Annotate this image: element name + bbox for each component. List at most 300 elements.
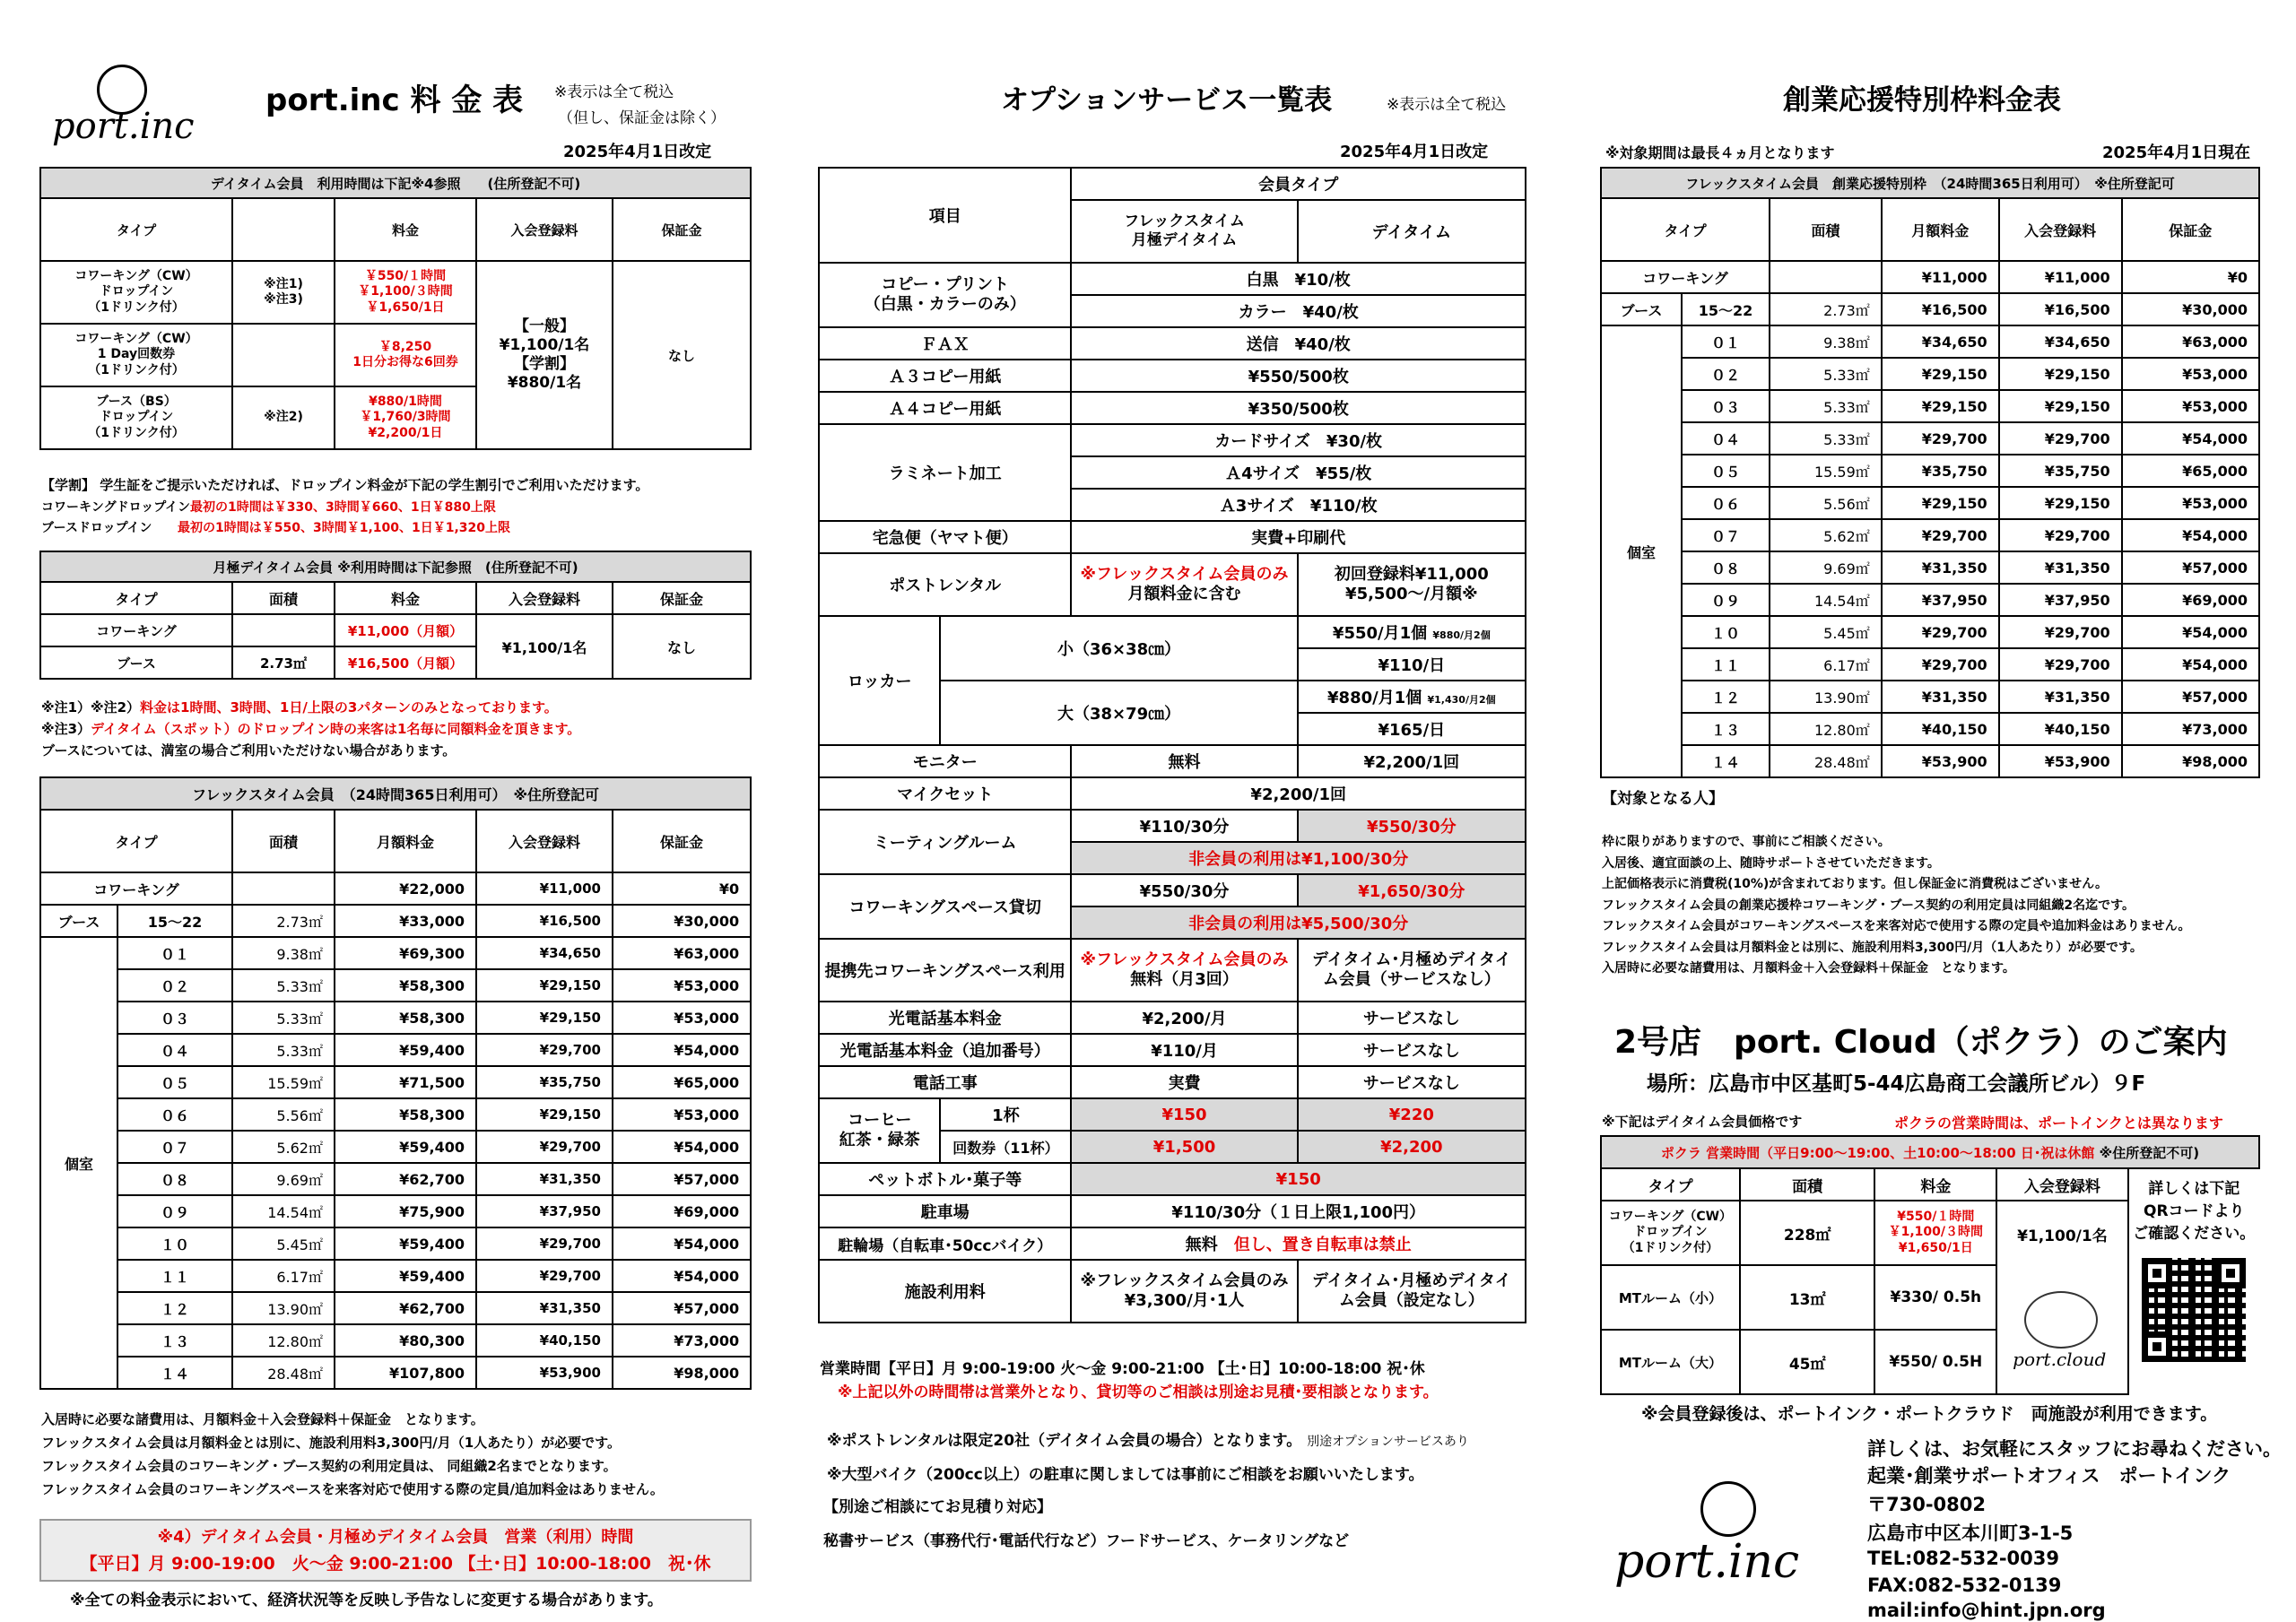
footer-logo-text: port.inc (1614, 1535, 1800, 1589)
a4-label: Ａ４コピー用紙 (819, 392, 1071, 424)
col-deposit: 保証金 (2122, 198, 2259, 261)
room-deposit: ¥54,000 (613, 1034, 751, 1066)
room-area: 5.33㎡ (232, 1034, 335, 1066)
room-area: 15.59㎡ (1770, 455, 1882, 487)
room-row (40, 1098, 751, 1131)
special-note: フレックスタイム会員は月額料金とは別に、施設利用料3,300円/月（1人あたり）が必要です。 (1602, 940, 2143, 955)
flex-booth-fee: ¥16,500 (476, 905, 613, 937)
room-area: 5.33㎡ (232, 969, 335, 1002)
qr-finder (2142, 1331, 2172, 1362)
locker-large-month (1298, 681, 1526, 713)
room-fee: ¥40,150 (1999, 713, 2122, 745)
monthly-cw-type: コワーキング (40, 614, 232, 646)
room-row (40, 1292, 751, 1324)
room-number: ０４ (117, 1034, 232, 1066)
company-name: 起業･創業サポートオフィス ポートインク (1867, 1465, 2231, 1487)
locker-small-month-1: ¥550/月1個 (1332, 624, 1428, 643)
room-area: 5.62㎡ (232, 1131, 335, 1163)
flex-cw-area (232, 872, 335, 905)
facility-day: デイタイム･月極めデイタイ ム会員（設定なし） (1298, 1260, 1526, 1323)
room-fee: ¥29,150 (1999, 358, 2122, 390)
locker-large: 大（38×79㎝） (940, 681, 1297, 745)
room-area: 15.59㎡ (232, 1066, 335, 1098)
special-period: ※対象期間は最長４ヵ月となります (1605, 144, 1835, 161)
col-item: 項目 (819, 168, 1071, 263)
coffee-label: コーヒー 紅茶・緑茶 (819, 1098, 940, 1163)
flex-cw-label: コワーキング (40, 872, 232, 905)
col-fee: 入会登録料 (476, 198, 613, 261)
consult-note: 【別途ご相談にてお見積り対応】 (823, 1498, 1052, 1516)
room-deposit: ¥57,000 (613, 1163, 751, 1195)
monthly-booth-type: ブース (40, 646, 232, 679)
store-header-red: ポクラ 営業時間（平日9:00～19:00、土10:00～18:00 日･祝は休館 (1660, 1144, 2095, 1161)
special-note: 入居後、適宜面談の上、随時サポートさせていただきます。 (1602, 855, 1940, 871)
partner-label: 提携先コワーキングスペース利用 (819, 939, 1071, 1002)
col-day: デイタイム (1298, 200, 1526, 263)
room-row (40, 969, 751, 1002)
cwrent-flex: ¥550/30分 (1071, 874, 1297, 906)
special-note: 入居時に必要な諸費用は、月額料金＋入会登録料＋保証金 となります。 (1602, 961, 2015, 976)
room-row (40, 1002, 751, 1034)
copy-label: コピー・プリント （白黒・カラーのみ） (819, 263, 1071, 327)
locker-label: ロッカー (819, 616, 940, 745)
room-number: １１ (117, 1260, 232, 1292)
locker-small-month-2: ¥880/月2個 (1432, 629, 1491, 641)
room-deposit: ¥57,000 (613, 1292, 751, 1324)
a4-price: ¥350/500枚 (1071, 392, 1526, 424)
logo-text: port.inc (52, 106, 195, 147)
meeting-non: 非会員の利用は¥1,100/30分 (1071, 842, 1526, 874)
room-row (1601, 325, 2259, 358)
flex-booth-area: 2.73㎡ (232, 905, 335, 937)
special-booth-num: 15～22 (1682, 293, 1770, 325)
partner-day: デイタイム･月極めデイタイ ム会員（サービスなし） (1298, 939, 1526, 1002)
room-fee: ¥53,900 (476, 1357, 613, 1389)
student-bs-label: ブースドロップイン (41, 521, 152, 535)
cw-dropin-price: ￥550/１時間 ￥1,100/３時間 ￥1,650/1日 (335, 261, 476, 324)
monthly-deposit: なし (613, 614, 751, 679)
locker-large-month-2: ¥1,430/月2個 (1427, 694, 1496, 706)
special-note: フレックスタイム会員がコワーキングスペースを来客対応で使用する際の定員や追加料金はありません。 (1602, 919, 2191, 933)
room-number: ０９ (1682, 584, 1770, 616)
room-deposit: ¥65,000 (613, 1066, 751, 1098)
room-area: 28.48㎡ (1770, 745, 1882, 777)
room-monthly: ¥29,700 (1882, 616, 1999, 648)
room-deposit: ¥57,000 (2122, 681, 2259, 713)
room-row (1601, 681, 2259, 713)
room-area: 6.17㎡ (232, 1260, 335, 1292)
post-day: 初回登録料¥11,000 ¥5,500～/月額※ (1298, 553, 1526, 616)
room-fee: ¥31,350 (1999, 551, 2122, 584)
store-qr-text: 詳しくは下記 QRコードより ご確認ください。 (2133, 1180, 2256, 1243)
store-mt-l-price: ¥550/ 0.5H (1874, 1330, 1996, 1394)
col-price: 料金 (335, 582, 476, 614)
room-area: 14.54㎡ (232, 1195, 335, 1227)
room-row (40, 1260, 751, 1292)
special-cw-fee: ¥11,000 (1999, 261, 2122, 293)
fax-label: ＦＡＸ (819, 327, 1071, 360)
room-monthly: ¥29,150 (1882, 358, 1999, 390)
cwrent-non: 非会員の利用は¥5,500/30分 (1071, 906, 1526, 939)
room-number: ０１ (1682, 325, 1770, 358)
room-area: 5.56㎡ (1770, 487, 1882, 519)
consult-items: 秘書サービス（事務代行･電話代行など）フードサービス、ケータリングなど (823, 1532, 1350, 1550)
col-fee: 入会登録料 (476, 582, 613, 614)
room-deposit: ¥54,000 (613, 1227, 751, 1260)
partner-flex-red: ※フレックスタイム会員のみ (1080, 950, 1289, 969)
special-booth-monthly: ¥16,500 (1882, 293, 1999, 325)
col-deposit: 保証金 (613, 810, 751, 872)
booth-dropin-price: ¥880/1時間 ￥1,760/3時間 ¥2,200/1日 (335, 386, 476, 449)
store-qr-cell (2128, 1168, 2259, 1394)
room-fee: ¥31,350 (1999, 681, 2122, 713)
takkyu-price: 実費+印刷代 (1071, 521, 1526, 553)
special-note: 上記価格表示に消費税(10%)が含まれております。但し保証金に消費税はございません。 (1602, 877, 2109, 891)
room-monthly: ¥59,400 (335, 1034, 476, 1066)
mail-link[interactable]: mail:info@hint.jpn.org (1867, 1600, 2106, 1621)
room-fee: ¥37,950 (476, 1195, 613, 1227)
room-monthly: ¥80,300 (335, 1324, 476, 1357)
fax: FAX:082-532-0139 (1867, 1574, 2062, 1596)
room-deposit: ¥98,000 (613, 1357, 751, 1389)
tel-day: サービスなし (1298, 1002, 1526, 1034)
bottom-note: フレックスタイム会員のコワーキング・ブース契約の利用定員は、 同組織2名までとなります。 (41, 1458, 617, 1474)
room-deposit: ¥63,000 (613, 937, 751, 969)
post-note (827, 1427, 1469, 1450)
flex-cw-monthly: ¥22,000 (335, 872, 476, 905)
room-deposit: ¥53,000 (2122, 358, 2259, 390)
hours-text: 【平日】月 9:00-19:00 火～金 9:00-21:00 【土･日】10:00-18:00 祝･休 (80, 1554, 711, 1574)
port-cloud-logo-icon (2006, 1291, 2112, 1381)
options-table (818, 167, 1526, 1323)
tel[interactable]: TEL:082-532-0039 (1867, 1548, 2059, 1569)
room-fee: ¥29,700 (1999, 519, 2122, 551)
monthly-booth-price: ¥16,500（月額） (335, 646, 476, 679)
col-area: 面積 (1770, 198, 1882, 261)
room-row (40, 1131, 751, 1163)
room-monthly: ¥29,700 (1882, 519, 1999, 551)
store-header (1601, 1136, 2259, 1168)
room-monthly: ¥59,400 (335, 1131, 476, 1163)
room-number: １４ (117, 1357, 232, 1389)
room-deposit: ¥73,000 (2122, 713, 2259, 745)
options-tax-note: ※表示は全て税込 (1387, 96, 1507, 114)
room-area: 5.62㎡ (1770, 519, 1882, 551)
room-monthly: ¥37,950 (1882, 584, 1999, 616)
post-flex-red: ※フレックスタイム会員のみ (1080, 564, 1289, 584)
room-row (40, 1227, 751, 1260)
store-cw-area: 228㎡ (1740, 1201, 1875, 1265)
special-cw-label: コワーキング (1601, 261, 1770, 293)
room-monthly: ¥107,800 (335, 1357, 476, 1389)
room-monthly: ¥34,650 (1882, 325, 1999, 358)
special-rooms (1601, 325, 2259, 777)
room-fee: ¥29,700 (1999, 648, 2122, 681)
daytime-fee: 【一般】 ¥1,100/1名 【学割】 ¥880/1名 (476, 261, 613, 449)
room-row (1601, 487, 2259, 519)
flex-booth-monthly: ¥33,000 (335, 905, 476, 937)
room-monthly: ¥58,300 (335, 969, 476, 1002)
tel2-label: 光電話基本料金（追加番号） (819, 1034, 1071, 1066)
lami-card: カードサイズ ¥30/枚 (1071, 424, 1526, 456)
special-cw-monthly: ¥11,000 (1882, 261, 1999, 293)
room-monthly: ¥58,300 (335, 1002, 476, 1034)
room-number: ０５ (117, 1066, 232, 1098)
address: 広島市中区本川町3-1-5 (1867, 1522, 2074, 1544)
monitor-flex: 無料 (1071, 745, 1297, 777)
note-1-prefix: ※注1）※注2） (41, 699, 141, 716)
page-title: port.inc 料 金 表 (265, 82, 524, 118)
meeting-label: ミーティングルーム (819, 810, 1071, 874)
facility-label: 施設利用料 (819, 1260, 1071, 1323)
room-deposit: ¥54,000 (613, 1260, 751, 1292)
room-fee: ¥29,700 (476, 1034, 613, 1066)
col-monthly: 月額料金 (335, 810, 476, 872)
room-row (1601, 616, 2259, 648)
room-row (1601, 648, 2259, 681)
room-row (40, 937, 751, 969)
room-row (1601, 455, 2259, 487)
room-number: １２ (1682, 681, 1770, 713)
room-deposit: ¥69,000 (613, 1195, 751, 1227)
store-fee-cell (1996, 1201, 2127, 1394)
room-monthly: ¥29,150 (1882, 487, 1999, 519)
col-type: タイプ (40, 198, 232, 261)
room-area: 13.90㎡ (232, 1292, 335, 1324)
room-monthly: ¥31,350 (1882, 551, 1999, 584)
booth-dropin-type: ブース（BS） ドロップイン （1ドリンク付） (40, 386, 232, 449)
col-type: タイプ (40, 582, 232, 614)
special-notes (1602, 832, 2190, 980)
locker-small-day: ¥110/日 (1298, 648, 1526, 681)
room-fee: ¥29,150 (476, 969, 613, 1002)
room-monthly: ¥58,300 (335, 1098, 476, 1131)
room-monthly: ¥59,400 (335, 1260, 476, 1292)
coffee2-flex: ¥1,500 (1071, 1131, 1297, 1163)
col-fee: 入会登録料 (1999, 198, 2122, 261)
tel2-day: サービスなし (1298, 1034, 1526, 1066)
room-fee: ¥29,150 (476, 1098, 613, 1131)
room-fee: ¥29,700 (1999, 616, 2122, 648)
partner-flex-text: 無料（月3回） (1130, 970, 1239, 989)
store-table (1600, 1135, 2260, 1395)
store-mt-s-type: MTルーム（小） (1601, 1265, 1740, 1330)
tel-flex: ¥2,200/月 (1071, 1002, 1297, 1034)
room-deposit: ¥53,000 (613, 1002, 751, 1034)
room-monthly: ¥53,900 (1882, 745, 1999, 777)
tax-note-2: （但し、保証金は除く） (558, 109, 726, 127)
monthly-cw-area (232, 614, 335, 646)
store-cw-price: ¥550/１時間 ￥1,100/３時間 ¥1,650/1日 (1874, 1201, 1996, 1265)
special-booth-label: ブース (1601, 293, 1682, 325)
port-inc-logo-icon (1700, 1481, 1756, 1537)
room-number: ０７ (1682, 519, 1770, 551)
special-table (1600, 167, 2260, 778)
room-fee: ¥29,150 (1999, 487, 2122, 519)
store-note-red: ポクラの営業時間は、ポートインクとは異なります (1894, 1115, 2223, 1132)
monitor-label: モニター (819, 745, 1071, 777)
room-row (1601, 358, 2259, 390)
room-area: 6.17㎡ (1770, 648, 1882, 681)
store-note: ※下記はデイタイム会員価格です (1602, 1114, 1803, 1130)
qr-code-icon[interactable] (2142, 1258, 2246, 1362)
options-hours: 営業時間【平日】月 9:00-19:00 火～金 9:00-21:00 【土･日】10:00-18:00 祝･休 (820, 1360, 1425, 1378)
room-number: ０５ (1682, 455, 1770, 487)
room-number: ０１ (117, 937, 232, 969)
room-area: 9.38㎡ (1770, 325, 1882, 358)
flex-cw-fee: ¥11,000 (476, 872, 613, 905)
room-number: ０４ (1682, 422, 1770, 455)
room-area: 5.56㎡ (232, 1098, 335, 1131)
room-fee: ¥29,150 (1999, 390, 2122, 422)
tel2-flex: ¥110/月 (1071, 1034, 1297, 1066)
room-monthly: ¥71,500 (335, 1066, 476, 1098)
monitor-day: ¥2,200/1回 (1298, 745, 1526, 777)
copy-color: カラー ¥40/枚 (1071, 295, 1526, 327)
room-area: 9.69㎡ (232, 1163, 335, 1195)
room-area: 5.33㎡ (1770, 422, 1882, 455)
special-header: フレックスタイム会員 創業応援特別枠 （24時間365日利用可） ※住所登記可 (1601, 168, 2259, 198)
room-fee: ¥31,350 (476, 1163, 613, 1195)
room-deposit: ¥65,000 (2122, 455, 2259, 487)
store-logo-text: port.cloud (2013, 1349, 2107, 1370)
room-row (40, 1034, 751, 1066)
room-number: ０９ (117, 1195, 232, 1227)
store-cw-type: コワーキング（CW） ドロップイン （1ドリンク付） (1601, 1201, 1740, 1265)
room-row (1601, 745, 2259, 777)
room-number: １１ (1682, 648, 1770, 681)
col-area: 面積 (232, 582, 335, 614)
bottom-note: フレックスタイム会員は月額料金とは別に、施設利用料3,300円/月（1人あたり）が必要です。 (41, 1435, 621, 1451)
flex-header: フレックスタイム会員 （24時間365日利用可） ※住所登記可 (40, 777, 751, 810)
mic-price: ¥2,200/1回 (1071, 777, 1526, 810)
room-fee: ¥34,650 (1999, 325, 2122, 358)
room-fee: ¥31,350 (476, 1292, 613, 1324)
room-deposit: ¥54,000 (2122, 616, 2259, 648)
qr-finder (2215, 1258, 2246, 1288)
room-monthly: ¥62,700 (335, 1292, 476, 1324)
col-type: タイプ (1601, 198, 1770, 261)
coffee1-label: 1杯 (940, 1098, 1071, 1131)
room-fee: ¥53,900 (1999, 745, 2122, 777)
options-hours-red: ※上記以外の時間帯は営業外となり、貸切等のご相談は別途お見積･要相談となります。 (838, 1383, 1439, 1401)
tel-label: 光電話基本料金 (819, 1002, 1071, 1034)
flex-table (39, 776, 752, 1390)
room-monthly: ¥40,150 (1882, 713, 1999, 745)
special-booth-fee: ¥16,500 (1999, 293, 2122, 325)
room-deposit: ¥73,000 (613, 1324, 751, 1357)
col-type: タイプ (1601, 1168, 1740, 1201)
room-monthly: ¥59,400 (335, 1227, 476, 1260)
note-booth: ブースについては、満室の場合ご利用いただけない場合があります。 (41, 742, 457, 759)
disclaimer: ※全ての料金表示において、経済状況等を反映し予告なしに変更する場合があります。 (70, 1592, 663, 1609)
telwork-label: 電話工事 (819, 1066, 1071, 1098)
note-3-text: デイタイム（スポット）のドロップイン時の来客は1名毎に同額料金を頂きます。 (91, 721, 581, 737)
room-fee: ¥35,750 (476, 1066, 613, 1098)
qr-finder (2142, 1258, 2172, 1288)
coffee2-label: 回数券（11杯） (940, 1131, 1071, 1163)
locker-small: 小（36×38㎝） (940, 616, 1297, 681)
room-fee: ¥35,750 (1999, 455, 2122, 487)
bike-note: ※大型バイク（200cc以上）の駐車に関しましては事前にご相談をお願いいたします。 (827, 1466, 1424, 1484)
room-number: １３ (1682, 713, 1770, 745)
options-date: 2025年4月1日改定 (1340, 143, 1489, 161)
room-number: ０６ (117, 1098, 232, 1131)
room-deposit: ¥63,000 (2122, 325, 2259, 358)
store-mt-s-area: 13㎡ (1740, 1265, 1875, 1330)
room-area: 5.33㎡ (232, 1002, 335, 1034)
store-mt-s-price: ¥330/ 0.5h (1874, 1265, 1996, 1330)
room-number: １３ (117, 1324, 232, 1357)
cw-dropin-note: ※注1) ※注3) (232, 261, 335, 324)
room-deposit: ¥54,000 (2122, 519, 2259, 551)
bottom-note: フレックスタイム会員のコワーキングスペースを来客対応で使用する際の定員/追加料金はありません。 (41, 1481, 664, 1497)
telwork-flex: 実費 (1071, 1066, 1297, 1098)
room-deposit: ¥53,000 (2122, 487, 2259, 519)
post-flex-text: 月額料金に含む (1127, 585, 1241, 603)
room-monthly: ¥29,150 (1882, 390, 1999, 422)
monthly-fee: ¥1,100/1名 (476, 614, 613, 679)
col-deposit: 保証金 (613, 582, 751, 614)
room-area: 12.80㎡ (1770, 713, 1882, 745)
col-flex: フレックスタイム 月極デイタイム (1071, 200, 1297, 263)
room-deposit: ¥57,000 (2122, 551, 2259, 584)
room-fee: ¥29,700 (476, 1227, 613, 1260)
room-deposit: ¥54,000 (2122, 648, 2259, 681)
locker-large-month-1: ¥880/月1個 (1327, 689, 1422, 707)
meeting-flex: ¥110/30分 (1071, 810, 1297, 842)
locker-large-day: ¥165/日 (1298, 713, 1526, 745)
col-fee: 入会登録料 (476, 810, 613, 872)
col-area: 面積 (232, 810, 335, 872)
a3-label: Ａ３コピー用紙 (819, 360, 1071, 392)
student-bs-price: 最初の1時間は￥550、3時間￥1,100、1日￥1,320上限 (178, 521, 511, 535)
student-cw-label: コワーキングドロップイン (41, 500, 191, 515)
room-fee: ¥40,150 (476, 1324, 613, 1357)
room-area: 5.33㎡ (1770, 390, 1882, 422)
room-monthly: ¥35,750 (1882, 455, 1999, 487)
bike-label: 駐輪場（自転車･50ccバイク） (819, 1227, 1071, 1260)
room-area: 13.90㎡ (1770, 681, 1882, 713)
col-type: タイプ (40, 810, 232, 872)
parking-price: ¥110/30分（１日上限1,100円） (1071, 1195, 1526, 1227)
room-number: ０６ (1682, 487, 1770, 519)
special-cw-deposit: ¥0 (2122, 261, 2259, 293)
room-area: 9.69㎡ (1770, 551, 1882, 584)
special-title: 創業応援特別枠料金表 (1783, 84, 2061, 117)
room-fee: ¥29,700 (476, 1260, 613, 1292)
monthly-header: 月極デイタイム会員 ※利用時間は下記参照 (住所登記不可) (40, 551, 751, 582)
telwork-day: サービスなし (1298, 1066, 1526, 1098)
monthly-booth-area: 2.73㎡ (232, 646, 335, 679)
cw-ticket-type: コワーキング（CW） 1 Day回数券 （1ドリンク付） (40, 324, 232, 386)
zip: 〒730-0802 (1867, 1494, 1986, 1515)
meeting-day: ¥550/30分 (1298, 810, 1526, 842)
room-fee: ¥37,950 (1999, 584, 2122, 616)
room-row (40, 1066, 751, 1098)
store-address: 場所：広島市中区基町5-44広島商工会議所ビル）９F (1647, 1072, 2146, 1096)
room-row (1601, 551, 2259, 584)
post-note-text: ※ポストレンタルは限定20社（デイタイム会員の場合）となります。 (827, 1432, 1302, 1450)
locker-small-month (1298, 616, 1526, 648)
lami-a3: Ａ3サイズ ¥110/枚 (1071, 489, 1526, 521)
student-note: 【学割】 学生証をご提示いただければ、ドロップイン料金が下記の学生割引でご利用いただけます。 (41, 477, 649, 493)
room-fee: ¥34,650 (476, 937, 613, 969)
room-deposit: ¥54,000 (2122, 422, 2259, 455)
room-row (40, 1195, 751, 1227)
contact-text: 詳しくは、お気軽にスタッフにお尋ねください。 (1867, 1438, 2282, 1460)
room-number: ０８ (117, 1163, 232, 1195)
